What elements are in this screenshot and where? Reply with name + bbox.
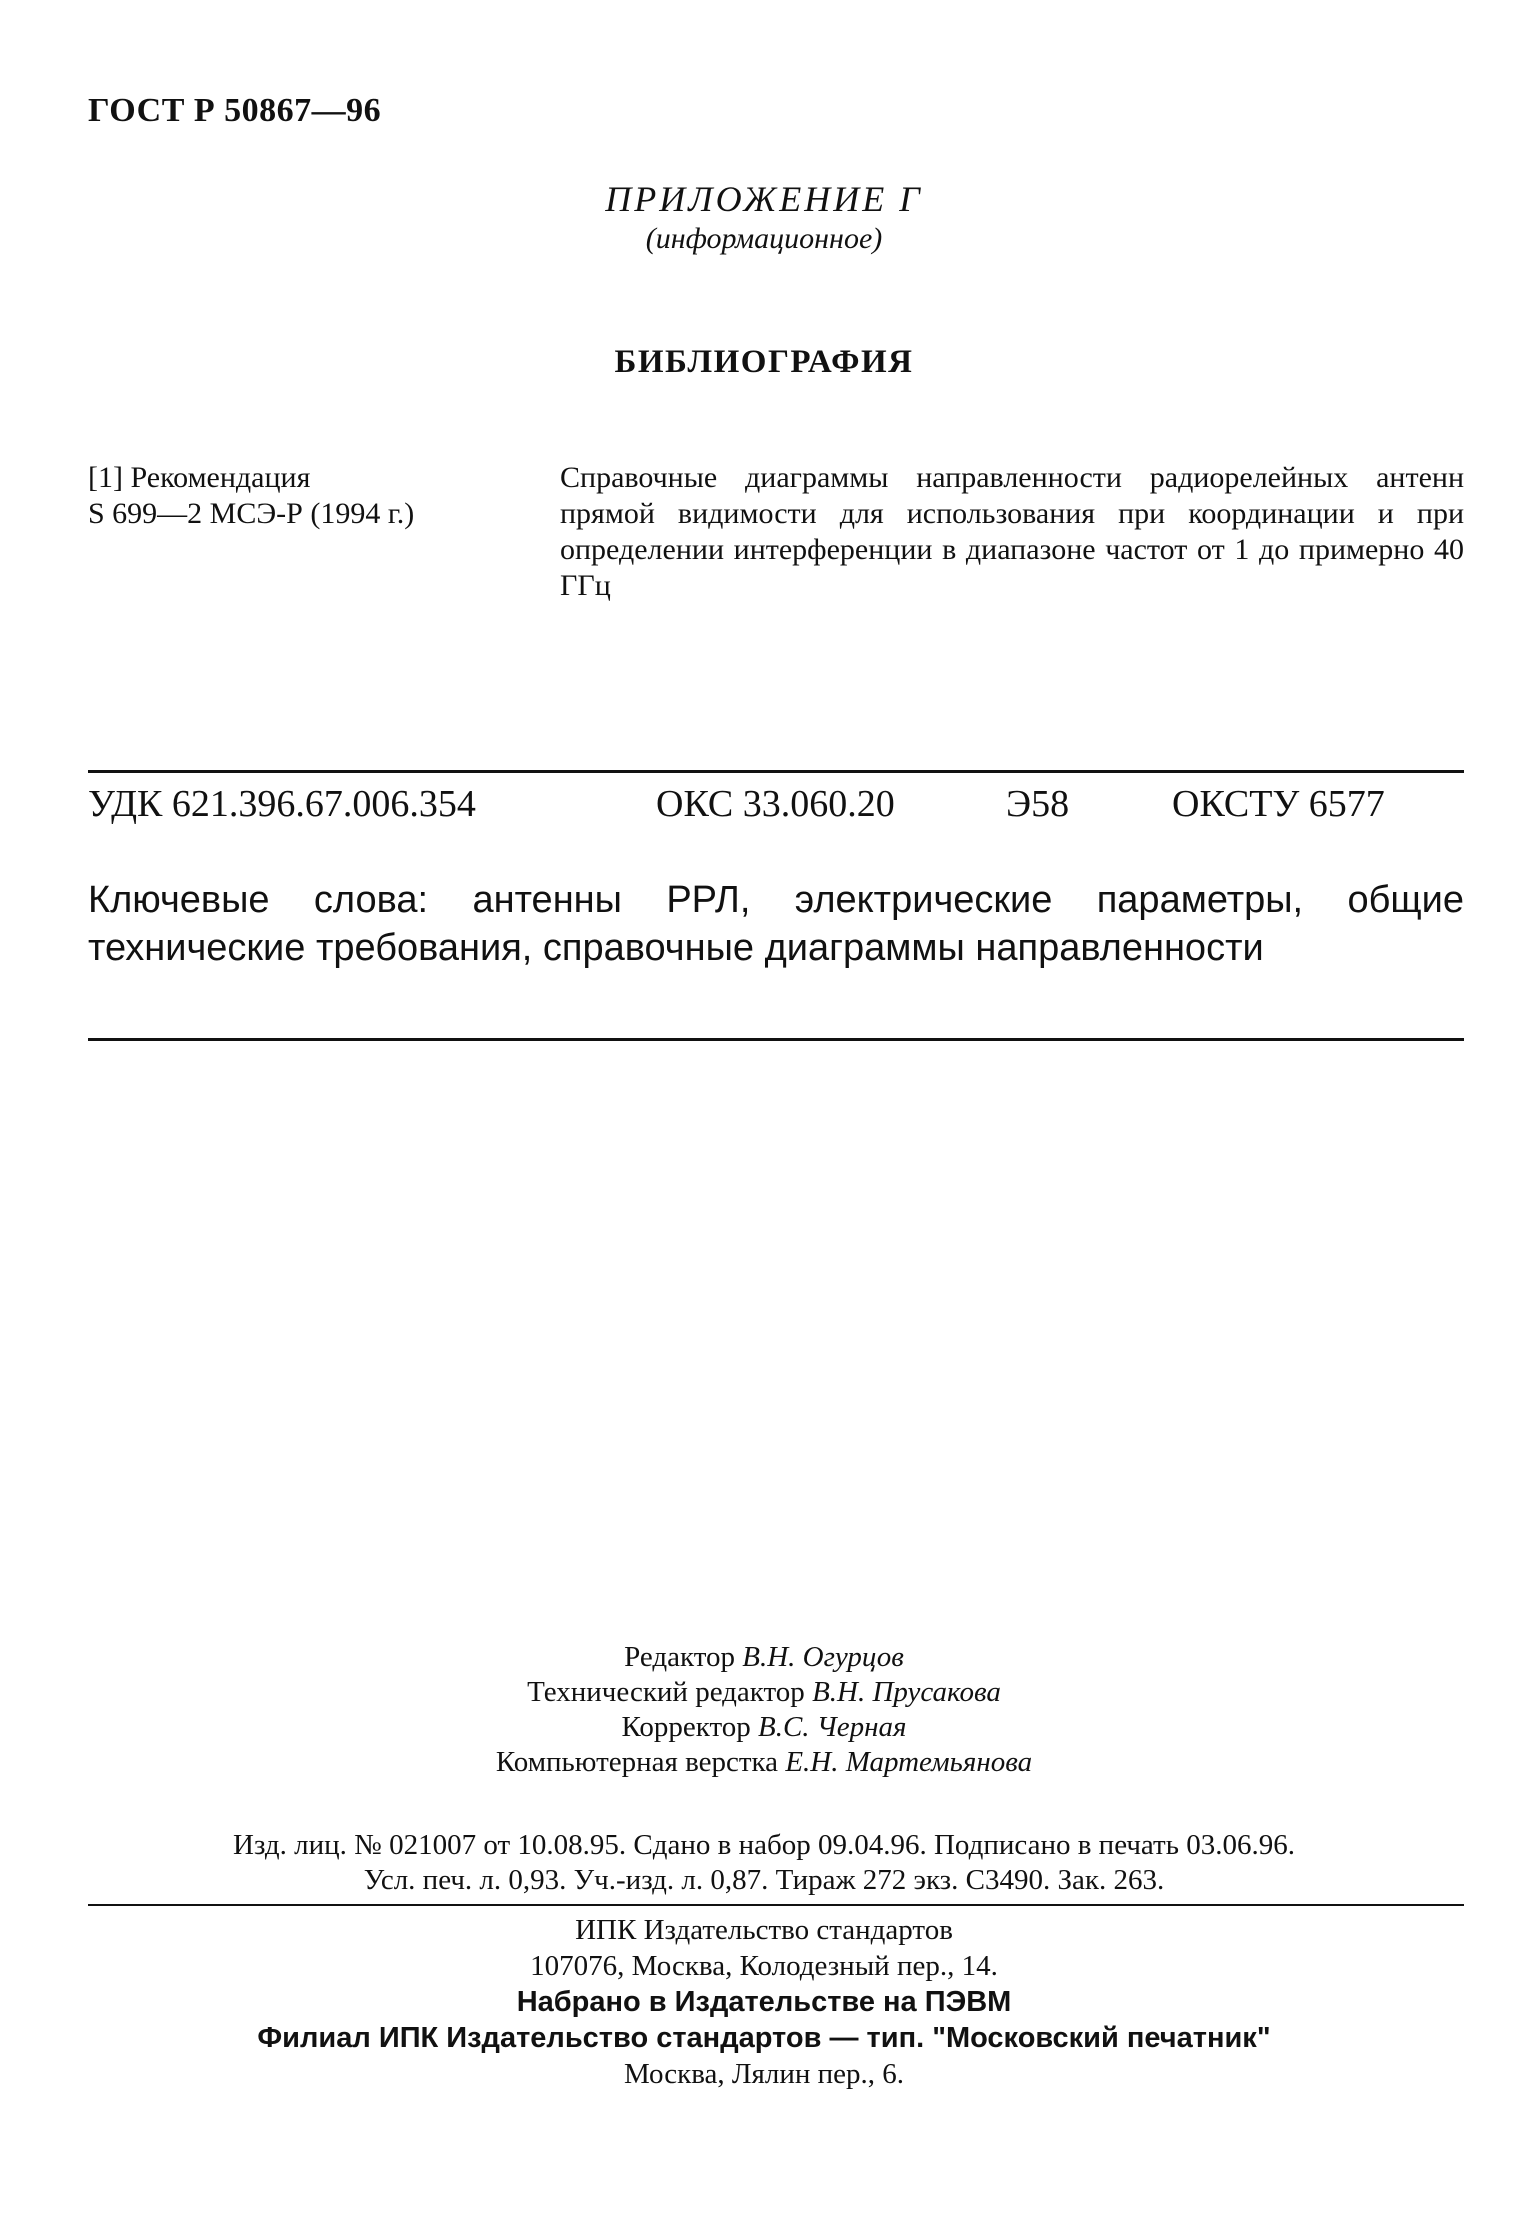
credit-corrector [0,1710,1528,1745]
divider-middle [88,1038,1464,1041]
print-info-line: Усл. печ. л. 0,93. Уч.-изд. л. 0,87. Тираж 272 экз. С3490. Зак. 263. [363,1864,1165,1896]
credit-name: В.С. Черная [758,1711,907,1743]
bibliography-reference-line: S 699—2 МСЭ-Р (1994 г.) [88,497,415,530]
publisher-line: Филиал ИПК Издательство стандартов — тип. "Московский печатник" [257,2022,1271,2054]
credit-label: Технический редактор [527,1676,805,1708]
divider-top [88,770,1464,773]
credit-label: Компьютерная верстка [495,1746,779,1778]
publisher-block [0,1912,1528,2092]
credit-tech-editor [0,1675,1528,1710]
divider-bottom [88,1904,1464,1906]
credit-label: Редактор [624,1641,735,1673]
bibliography-reference [88,460,528,532]
appendix-subtitle: (информационное) [645,222,883,255]
print-info [0,1828,1528,1898]
credit-editor [0,1640,1528,1675]
okstu-code: ОКСТУ 6577 [1172,783,1385,825]
credit-name: В.Н. Огурцов [742,1641,904,1673]
publisher-line: Москва, Лялин пер., 6. [623,2058,905,2090]
publisher-line: 107076, Москва, Колодезный пер., 14. [530,1950,998,1982]
e-code: Э58 [1006,783,1070,825]
keywords: Ключевые слова: антенны РРЛ, электрические параметры, общие технические требования, справочные диаграммы направленности [88,879,1464,969]
publisher-line: ИПК Издательство стандартов [575,1914,953,1946]
appendix-title: ПРИЛОЖЕНИЕ Г [605,179,923,219]
credit-name: В.Н. Прусакова [812,1676,1001,1708]
section-title: БИБЛИОГРАФИЯ [614,344,914,380]
credit-name: Е.Н. Мартемьянова [785,1746,1033,1778]
classification-codes [88,782,1464,828]
bibliography-reference-line: [1] Рекомендация [88,461,311,494]
credits-block [0,1640,1528,1780]
print-info-line: Изд. лиц. № 021007 от 10.08.95. Сдано в набор 09.04.96. Подписано в печать 03.06.96. [233,1829,1295,1861]
oks-code: ОКС 33.060.20 [656,783,895,825]
publisher-line: Набрано в Издательстве на ПЭВМ [516,1986,1012,2018]
document-code: ГОСТ Р 50867—96 [88,92,382,129]
credit-layout [0,1745,1528,1780]
udk-code: УДК 621.396.67.006.354 [88,783,476,825]
credit-label: Корректор [621,1711,751,1743]
bibliography-description: Справочные диаграммы направленности радиорелейных антенн прямой видимости для использования при координации и при определении интерференции в диапазоне частот от 1 до примерно 40 ГГц [560,461,1464,602]
